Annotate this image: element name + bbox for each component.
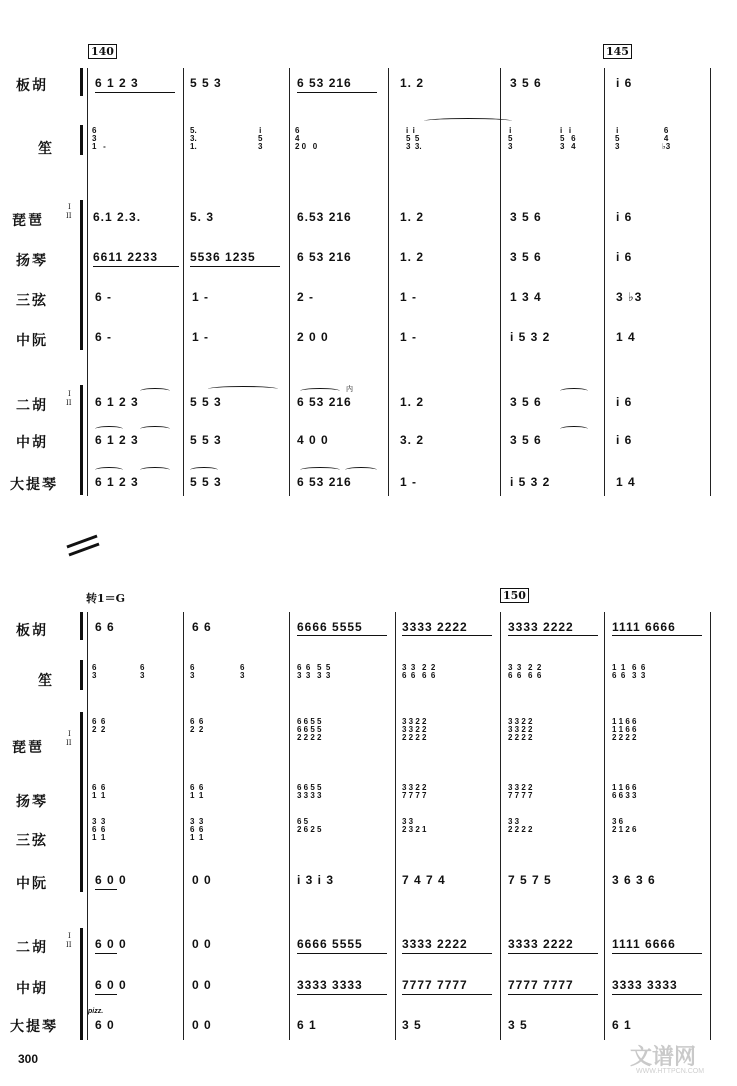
erhu-m142: 6 53 216 (297, 395, 352, 409)
datiqin-m143: 1 - (400, 475, 418, 489)
zhonghu-m144: 3 5 6 (510, 433, 542, 447)
label-sanxian: 三弦 (16, 833, 48, 849)
inner-mark: 内 (346, 386, 353, 393)
sheng-m140: 6 3 1 - (92, 126, 106, 151)
underline (297, 953, 387, 954)
underline (612, 953, 702, 954)
sanxian-m147: 3 3 6 6 1 1 (92, 817, 106, 842)
pipa-m140: 6.1 2.3. (93, 210, 142, 224)
pipa-m149: 6 6 5 5 6 6 5 5 2 2 2 2 (297, 717, 322, 742)
label-datiqin: 大提琴 (10, 1019, 58, 1035)
sanxian-m145: 3 ♭3 (616, 290, 643, 304)
sanxian-m141: 1 - (192, 290, 210, 304)
zhongruan-m145: 1 4 (616, 330, 636, 344)
slur (345, 467, 377, 473)
barline (500, 612, 501, 1040)
zhonghu-m141: 5 5 3 (190, 433, 222, 447)
underline (402, 635, 492, 636)
roman-one: I (68, 203, 71, 211)
barline (388, 68, 389, 496)
zhongruan-m141: 1 - (192, 330, 210, 344)
barline (604, 68, 605, 496)
zhongruan-m147: 6 0 0 (95, 873, 127, 887)
roman-two: II (66, 212, 72, 220)
barline (183, 68, 184, 496)
banhu-m149: 6666 5555 (297, 620, 363, 634)
pizz-mark: pizz. (88, 1008, 104, 1015)
zhonghu-m142: 4 0 0 (297, 433, 329, 447)
brace (80, 712, 83, 892)
banhu-m140: 6 1 2 3 (95, 76, 139, 90)
erhu-m150: 3333 2222 (402, 937, 468, 951)
sheng-m143b: i 5 3 (508, 126, 513, 151)
underline (95, 92, 175, 93)
yangqin-m143: 1. 2 (400, 250, 425, 264)
slur (300, 467, 340, 473)
pipa-m144: 3 5 6 (510, 210, 542, 224)
zhonghu-m150: 7777 7777 (402, 978, 468, 992)
brace (80, 928, 83, 1040)
pipa-m145: i 6 (616, 210, 633, 224)
measure-number-150: 150 (500, 588, 529, 603)
sanxian-m148: 3 3 6 6 1 1 (190, 817, 204, 842)
slur (208, 386, 278, 392)
slur (140, 467, 170, 473)
sheng-m149: 6 6 5 5 3 3 3 3 (297, 663, 331, 680)
yangqin-m141: 5536 1235 (190, 250, 256, 264)
pipa-m147: 6 6 2 2 (92, 717, 106, 734)
barline (87, 68, 88, 496)
zhonghu-m149: 3333 3333 (297, 978, 363, 992)
underline (95, 994, 117, 995)
slur (560, 426, 588, 432)
brace (80, 385, 83, 495)
zhongruan-m152: 3 6 3 6 (612, 873, 656, 887)
banhu-m147: 6 6 (95, 620, 115, 634)
underline (508, 994, 598, 995)
banhu-m148: 6 6 (192, 620, 212, 634)
sheng-m152: 1 1 6 6 6 6 3 3 (612, 663, 646, 680)
underline (508, 635, 598, 636)
zhongruan-m143: 1 - (400, 330, 418, 344)
slur (95, 467, 123, 473)
sheng-m144: i i 5 6 3 4 (560, 126, 576, 151)
sheng-m145a: i 5 3 (615, 126, 620, 151)
banhu-m144: 3 5 6 (510, 76, 542, 90)
underline (297, 92, 377, 93)
erhu-m144: 3 5 6 (510, 395, 542, 409)
underline (190, 266, 280, 267)
yangqin-m147: 6 6 1 1 (92, 783, 106, 800)
datiqin-m142: 6 53 216 (297, 475, 352, 489)
banhu-m142: 6 53 216 (297, 76, 352, 90)
yangqin-m144: 3 5 6 (510, 250, 542, 264)
key-change: 转1＝G (86, 592, 126, 605)
slur (300, 388, 340, 394)
pipa-m142: 6.53 216 (297, 210, 352, 224)
label-sanxian: 三弦 (16, 293, 48, 309)
barline (395, 612, 396, 1040)
page-number: 300 (18, 1052, 39, 1066)
sanxian-m142: 2 - (297, 290, 315, 304)
underline (402, 953, 492, 954)
datiqin-m148: 0 0 (192, 1018, 212, 1032)
datiqin-m141: 5 5 3 (190, 475, 222, 489)
label-sheng: 笙 (38, 673, 54, 689)
barline (183, 612, 184, 1040)
erhu-m147: 6 0 0 (95, 937, 127, 951)
brace (80, 612, 83, 640)
label-zhonghu: 中胡 (16, 435, 48, 451)
sanxian-m152: 3 6 2 1 2 6 (612, 817, 637, 834)
erhu-m145: i 6 (616, 395, 633, 409)
zhonghu-m143: 3. 2 (400, 433, 425, 447)
sanxian-m144: 1 3 4 (510, 290, 542, 304)
banhu-m141: 5 5 3 (190, 76, 222, 90)
datiqin-m145: 1 4 (616, 475, 636, 489)
roman-two: II (66, 739, 72, 747)
zhongruan-m144: i 5 3 2 (510, 330, 551, 344)
sheng-m143a: i i 5 5 3 3. (406, 126, 422, 151)
brace (80, 200, 83, 350)
measure-number-145: 145 (603, 44, 632, 59)
zhonghu-m151: 7777 7777 (508, 978, 574, 992)
barline (289, 612, 290, 1040)
roman-one: I (68, 932, 71, 940)
datiqin-m150: 3 5 (402, 1018, 422, 1032)
banhu-m150: 3333 2222 (402, 620, 468, 634)
zhongruan-m142: 2 0 0 (297, 330, 329, 344)
zhongruan-m151: 7 5 7 5 (508, 873, 552, 887)
label-erhu: 二胡 (16, 398, 48, 414)
zhonghu-m140: 6 1 2 3 (95, 433, 139, 447)
underline (612, 635, 702, 636)
sheng-m148a: 6 3 (190, 663, 195, 680)
sanxian-m140: 6 - (95, 290, 113, 304)
watermark-url: WWW.HTTPCN.COM (636, 1068, 705, 1075)
sheng-m151: 3 3 2 2 6 6 6 6 (508, 663, 542, 680)
erhu-m148: 0 0 (192, 937, 212, 951)
erhu-m149: 6666 5555 (297, 937, 363, 951)
yangqin-m150: 3 3 2 2 7 7 7 7 (402, 783, 427, 800)
zhongruan-m148: 0 0 (192, 873, 212, 887)
zhongruan-m149: i 3 i 3 (297, 873, 335, 887)
roman-one: I (68, 730, 71, 738)
label-zhongruan: 中阮 (16, 876, 48, 892)
erhu-m140: 6 1 2 3 (95, 395, 139, 409)
yangqin-m145: i 6 (616, 250, 633, 264)
roman-two: II (66, 941, 72, 949)
erhu-m151: 3333 2222 (508, 937, 574, 951)
slur (95, 426, 123, 432)
erhu-m143: 1. 2 (400, 395, 425, 409)
zhongruan-m150: 7 4 7 4 (402, 873, 446, 887)
barline (289, 68, 290, 496)
datiqin-m149: 6 1 (297, 1018, 317, 1032)
sheng-m147a: 6 3 (92, 663, 97, 680)
sheng-m141a: 5. 3. 1. (190, 126, 197, 151)
label-banhu: 板胡 (16, 78, 48, 94)
zhongruan-m140: 6 - (95, 330, 113, 344)
barline (604, 612, 605, 1040)
pipa-m141: 5. 3 (190, 210, 215, 224)
sheng-m145b: 6 4 ♭3 (662, 126, 671, 151)
pipa-m143: 1. 2 (400, 210, 425, 224)
roman-one: I (68, 390, 71, 398)
underline (297, 635, 387, 636)
slur (424, 118, 512, 124)
underline (402, 994, 492, 995)
pipa-m151: 3 3 2 2 3 3 2 2 2 2 2 2 (508, 717, 533, 742)
sanxian-m150: 3 3 2 3 2 1 (402, 817, 427, 834)
roman-two: II (66, 399, 72, 407)
slur (140, 426, 170, 432)
zhonghu-m148: 0 0 (192, 978, 212, 992)
underline (93, 266, 179, 267)
banhu-m151: 3333 2222 (508, 620, 574, 634)
datiqin-m144: i 5 3 2 (510, 475, 551, 489)
label-erhu: 二胡 (16, 940, 48, 956)
slur (560, 388, 588, 394)
barline (710, 68, 711, 496)
barline (710, 612, 711, 1040)
banhu-m145: i 6 (616, 76, 633, 90)
slur (140, 388, 170, 394)
yangqin-m149: 6 6 5 5 3 3 3 3 (297, 783, 322, 800)
pipa-m152: 1 1 6 6 1 1 6 6 2 2 2 2 (612, 717, 637, 742)
sheng-m148b: 6 3 (240, 663, 245, 680)
label-yangqin: 扬琴 (16, 794, 48, 810)
banhu-m143: 1. 2 (400, 76, 425, 90)
brace (80, 125, 83, 155)
watermark-logo: 文谱网 (630, 1044, 697, 1070)
zhonghu-m147: 6 0 0 (95, 978, 127, 992)
zhonghu-m152: 3333 3333 (612, 978, 678, 992)
underline (612, 994, 702, 995)
yangqin-m142: 6 53 216 (297, 250, 352, 264)
brace (80, 68, 83, 96)
sanxian-m151: 3 3 2 2 2 2 (508, 817, 533, 834)
sanxian-m149: 6 5 2 6 2 5 (297, 817, 322, 834)
pipa-m150: 3 3 2 2 3 3 2 2 2 2 2 2 (402, 717, 427, 742)
measure-number-140: 140 (88, 44, 117, 59)
zhonghu-m145: i 6 (616, 433, 633, 447)
sanxian-m143: 1 - (400, 290, 418, 304)
label-zhonghu: 中胡 (16, 981, 48, 997)
datiqin-m140: 6 1 2 3 (95, 475, 139, 489)
underline (95, 953, 117, 954)
erhu-m152: 1111 6666 (612, 937, 676, 951)
underline (508, 953, 598, 954)
label-banhu: 板胡 (16, 623, 48, 639)
barline (500, 68, 501, 496)
erhu-m141: 5 5 3 (190, 395, 222, 409)
pipa-m148: 6 6 2 2 (190, 717, 204, 734)
yangqin-m152: 1 1 6 6 6 6 3 3 (612, 783, 637, 800)
label-sheng: 笙 (38, 141, 54, 157)
sheng-m150: 3 3 2 2 6 6 6 6 (402, 663, 436, 680)
datiqin-m147: 6 0 (95, 1018, 115, 1032)
datiqin-m151: 3 5 (508, 1018, 528, 1032)
yangqin-m140: 6611 2233 (93, 250, 159, 264)
yangqin-m148: 6 6 1 1 (190, 783, 204, 800)
barline (87, 612, 88, 1040)
sheng-m141b: i 5 3 (258, 126, 263, 151)
label-pipa: 琵琶 (12, 740, 44, 756)
underline (95, 889, 117, 890)
label-yangqin: 扬琴 (16, 253, 48, 269)
sheng-m142: 6 4 2 0 0 (295, 126, 318, 151)
label-datiqin: 大提琴 (10, 477, 58, 493)
underline (297, 994, 387, 995)
label-pipa: 琵琶 (12, 213, 44, 229)
slur (190, 467, 218, 473)
brace (80, 660, 83, 690)
banhu-m152: 1111 6666 (612, 620, 676, 634)
datiqin-m152: 6 1 (612, 1018, 632, 1032)
yangqin-m151: 3 3 2 2 7 7 7 7 (508, 783, 533, 800)
sheng-m147b: 6 3 (140, 663, 145, 680)
label-zhongruan: 中阮 (16, 333, 48, 349)
